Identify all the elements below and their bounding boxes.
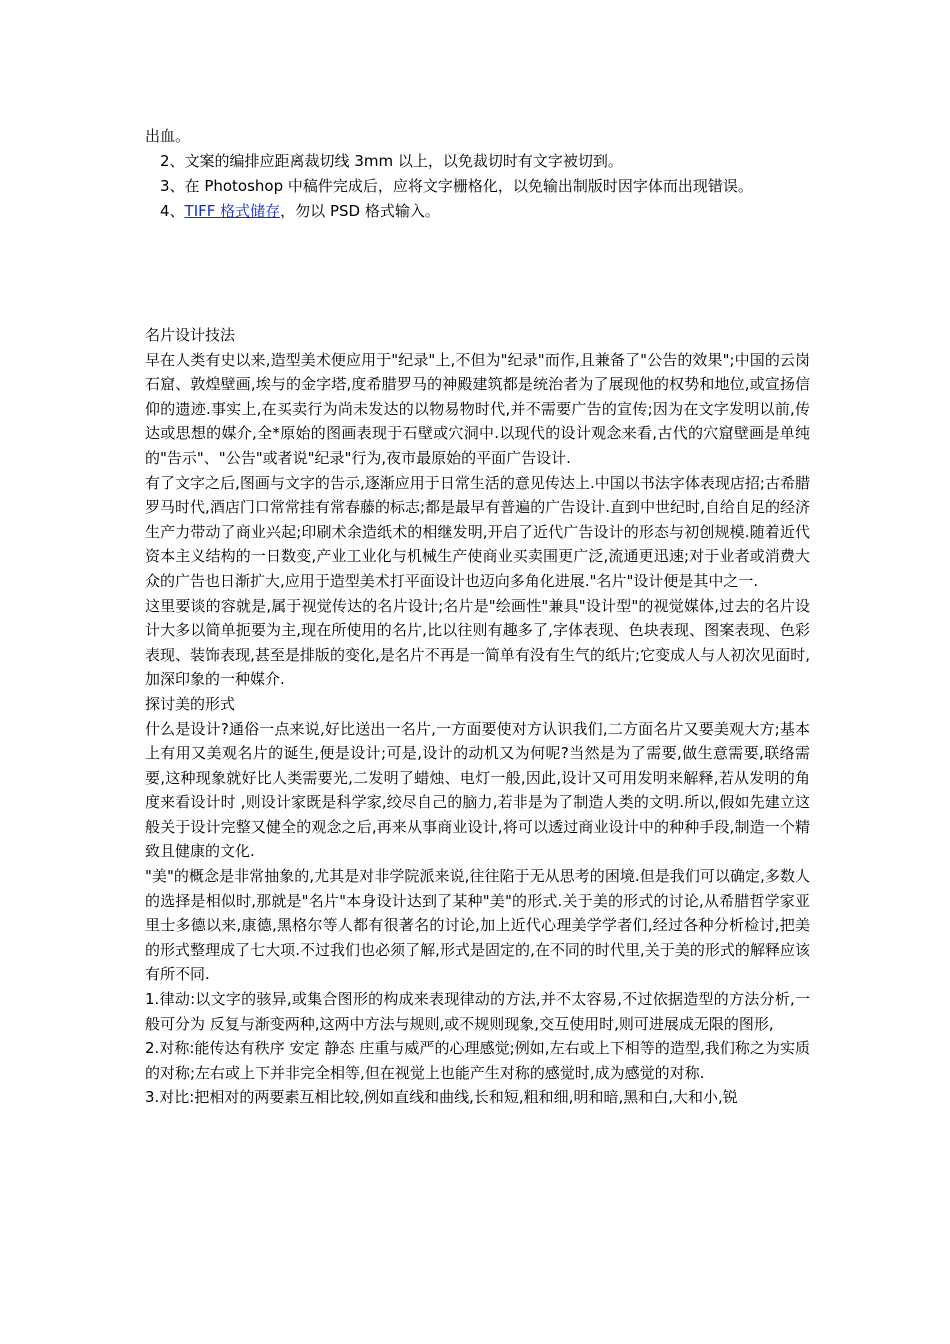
note-item-3	[145, 174, 825, 199]
paragraph: 这里要谈的容就是,属于视觉传达的名片设计;名片是"绘画性"兼具"设计型"的视觉媒体,过去的名片设计大多以简单扼要为主,现在所使用的名片,比以往则有趣多了,字体表现、色块表现、图案表现、色彩表现、装饰表现,甚至是排版的变化,是名片不再是一简单有没有生气的纸片;它变成人与人初次见面时,加深印象的一种媒介.	[145, 596, 810, 689]
paragraph: 什么是设计?通俗一点来说,好比送出一名片,一方面要使对方认识我们,二方面名片又要美观大方;基本上有用又美观名片的诞生,便是设计;可是,设计的动机又为何呢?当然是为了需要,做生意需要,联络需要,这种现象就好比人类需要光,二发明了蜡烛、电灯一般,因此,设计又可用发明来解释,若从发明的角度来看设计时 ,则设计家既是科学家,绞尽自己的脑力,若非是为了制造人类的文明.所以,假如先建立这般关于设计完整又健全的观念之后,再来从事商业设计,将可以透过商业设计中的种种手段,制造一个精致且健康的文化.	[145, 719, 810, 861]
note-number: 4、	[160, 202, 185, 220]
list-item-symmetry: 2.对称:能传达有秩序 安定 静态 庄重与威严的心理感觉;例如,左右或上下相等的造型,我们称之为实质的对称;左右或上下并非完全相等,但在视觉上也能产生对称的感觉时,成为感觉的对称.	[145, 1039, 810, 1082]
paragraph: 有了文字之后,图画与文字的告示,逐渐应用于日常生活的意见传达上.中国以书法字体表现店招;古希腊罗马时代,酒店门口常常挂有常春藤的标志;都是最早有普遍的广告设计.直到中世纪时,自给自足的经济生产力带动了商业兴起;印刷术余造纸术的相继发明,开启了近代广告设计的形态与初创规模.随着近代资本主义结构的一日数变,产业工业化与机械生产使商业买卖围更广泛,流通更迅速;对于业者或消费大众的广告也日渐扩大,应用于造型美术打平面设计也迈向多角化进展."名片"设计便是其中之一.	[145, 473, 810, 590]
note-number: 3、	[160, 177, 185, 195]
list-item-contrast: 3.对比:把相对的两要素互相比较,例如直线和曲线,长和短,粗和细,明和暗,黑和白,大和小,锐	[145, 1088, 738, 1107]
section-heading: 探讨美的形式	[145, 694, 236, 713]
tiff-format-link[interactable]: TIFF 格式储存	[184, 202, 281, 220]
note-item-4	[145, 199, 825, 224]
note-item-2	[145, 149, 825, 174]
paragraph: "美"的概念是非常抽象的,尤其是对非学院派来说,往往陷于无从思考的困境.但是我们可以确定,多数人的选择是相似时,那就是"名片"本身设计达到了某种"美"的形式.关于美的形式的讨论,从希腊哲学家亚里士多德以来,康德,黑格尔等人都有很著名的讨论,加上近代心理美学学者们,经过各种分析检讨,把美的形式整理成了七大项.不过我们也必须了解,形式是固定的,在不同的时代里,关于美的形式的解释应该有所不同.	[145, 867, 810, 984]
article-title: 名片设计技法	[145, 326, 236, 344]
note-text: 文案的编排应距离裁切线 3mm 以上，以免裁切时有文字被切到。	[184, 152, 623, 170]
note-text: 在 Photoshop 中稿件完成后，应将文字栅格化，以免输出制版时因字体而出现错误。	[184, 177, 753, 195]
paragraph: 早在人类有史以来,造型美术便应用于"纪录"上,不但为"纪录"而作,且兼备了"公告的效果";中国的云岗石窟、敦煌壁画,埃与的金字塔,度希腊罗马的神殿建筑都是统治者为了展现他的权势和地位,或宣扬信仰的遗迹.事实上,在买卖行为尚未发达的以物易物时代,并不需要广告的宣传;因为在文字发明以前,传达或思想的媒介,全*原始的图画表现于石壁或穴洞中.以现代的设计观念来看,古代的穴窟壁画是单纯的"告示"、"公告"或者说"纪录"行为,夜市最原始的平面广告设计.	[145, 350, 810, 467]
bleed-text: 出血。	[145, 127, 191, 145]
list-item-rhythm: 1.律动:以文字的骇异,或集合图形的构成来表现律动的方法,并不太容易,不过依据造型的方法分析,一般可分为 反复与渐变两种,这两中方法与规则,或不规则现象,交互使用时,则可进展成无限的图形,	[145, 990, 810, 1033]
print-notes	[145, 124, 825, 224]
note-number: 2、	[160, 152, 185, 170]
note-text: ，勿以 PSD 格式输入。	[280, 202, 440, 220]
article-body	[145, 323, 810, 1110]
